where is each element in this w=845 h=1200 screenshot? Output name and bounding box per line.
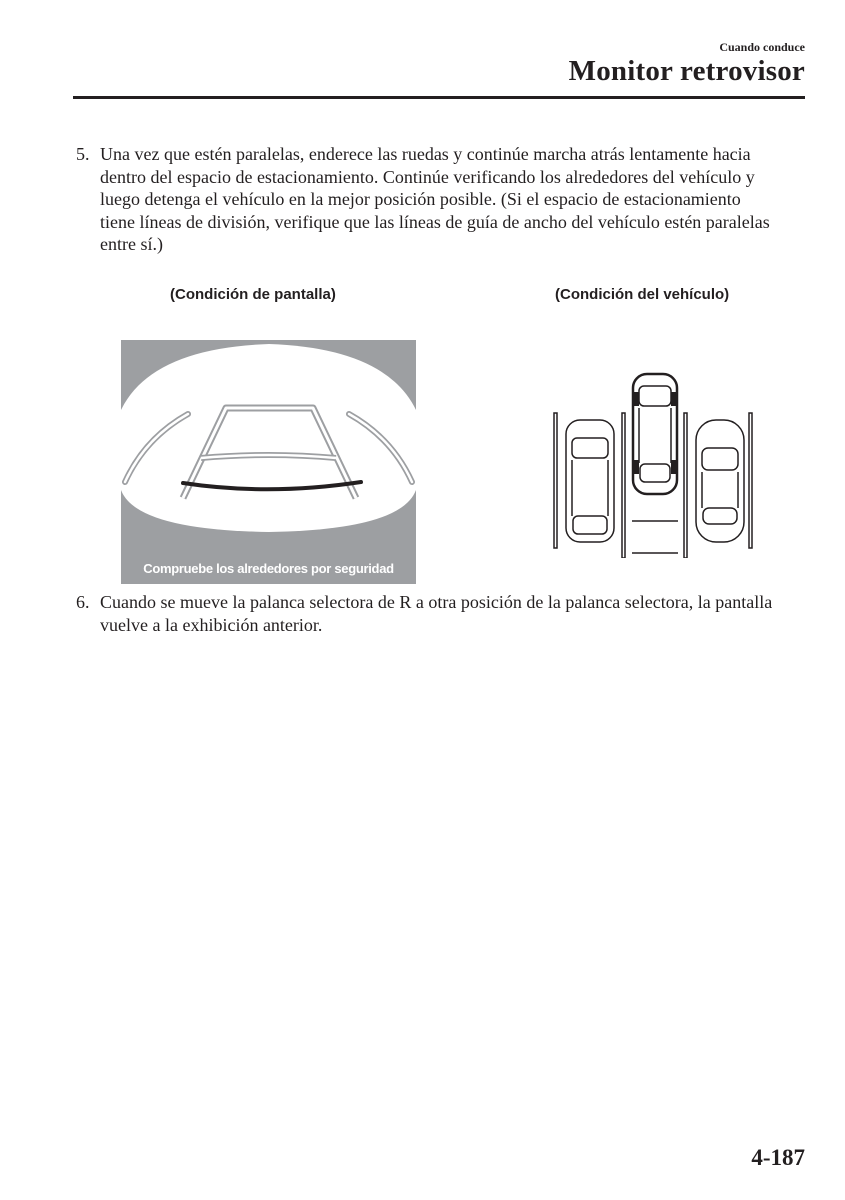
header-divider [73,96,805,99]
safety-warning-text: Compruebe los alrededores por seguridad [143,561,394,576]
page-title: Monitor retrovisor [568,55,805,87]
step-5 [76,143,776,256]
rear-camera-screen-illustration [121,340,416,584]
step-text: Cuando se mueve la palanca selectora de R a otra posición de la palanca selectora, la pantalla vuelve a la exhibición anterior. [100,592,773,635]
step-number: 6. [76,592,90,612]
screen-condition-caption: (Condición de pantalla) [170,286,336,303]
page-number: 4-187 [751,1145,805,1170]
vehicle-condition-caption: (Condición del vehículo) [555,286,730,303]
step-number: 5. [76,144,90,164]
vehicle-parking-illustration [546,368,762,558]
step-6 [76,591,776,636]
step-text: Una vez que estén paralelas, enderece las ruedas y continúe marcha atrás lentamente hacia dentro del espacio de estacionamiento. Continúe verificando los alrededores del vehículo y luego detenga el vehículo en la mejor posición posible. (Si el espacio de estacionamiento tiene líneas de división, verifique que las líneas de guía de ancho del vehículo estén paralelas entre sí.) [100,144,770,254]
section-title: Cuando conduce [719,40,805,54]
